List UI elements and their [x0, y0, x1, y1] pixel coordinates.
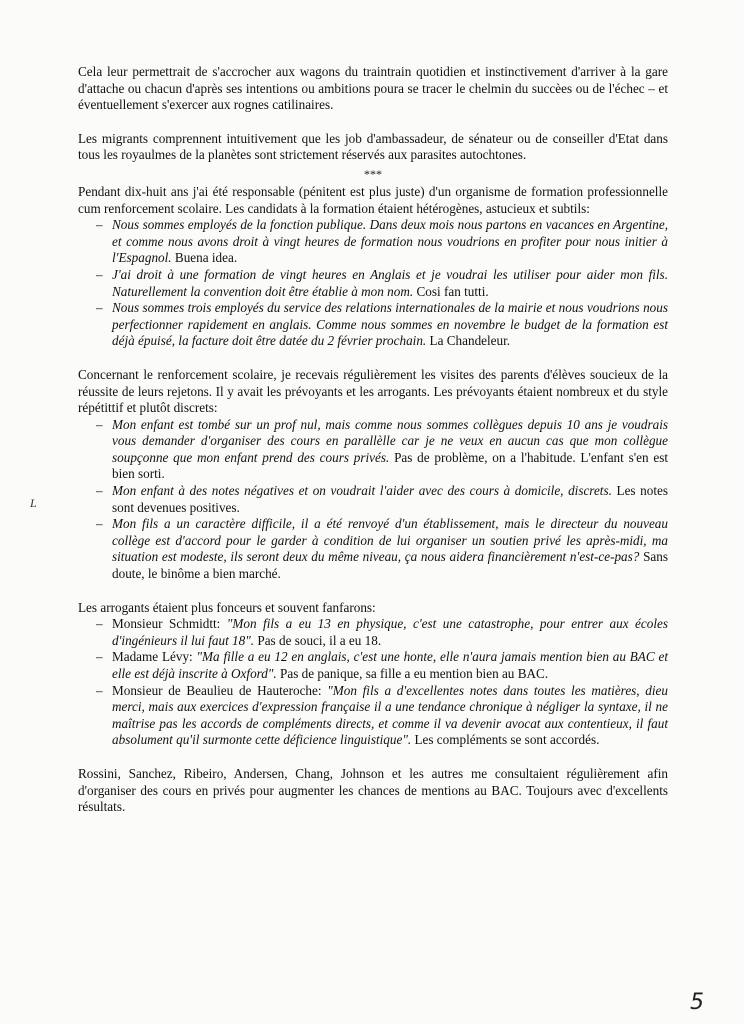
speaker-name: Madame Lévy:	[112, 649, 197, 665]
bullet-dash: –	[96, 649, 103, 665]
bullet-dash: –	[96, 483, 103, 499]
remark-text: Buena idea.	[171, 250, 238, 266]
bullet-dash: –	[96, 217, 103, 233]
remark-text: Cosi fan tutti.	[413, 283, 489, 299]
list-item	[78, 516, 668, 582]
remark-text: Les compléments se sont accordés.	[411, 732, 600, 748]
quote-text: Mon enfant est tombé sur un prof nul, mais comme nous sommes collègues depuis 10 ans je voudrais vous demander d'organiser des cours en parallèlle car je ne veux en aucun cas que mon collègue soupçonne que mon enfant prend des cours privés.	[112, 416, 668, 465]
quote-text: "Ma fille a eu 12 en anglais, c'est une honte, elle n'aura jamais mention bien au BAC et elle est déjà inscrite à Oxford".	[112, 649, 668, 681]
bullet-dash: –	[96, 616, 103, 632]
remark-text: Les notes sont devenues positives.	[112, 483, 668, 515]
list-item	[78, 267, 668, 300]
list-item	[78, 683, 668, 749]
paragraph-1: Cela leur permettrait de s'accrocher aux wagons du traintrain quotidien et instinctivement d'arriver à la gare d'attache ou chacun d'après ses intentions ou ambitions poura se tracer le chelmin du succèes ou de l'échec – et éventuellement s'exercer aux rognes catilinaires.	[78, 64, 668, 113]
margin-annotation: L	[30, 496, 37, 510]
arrogants-list	[78, 616, 668, 749]
quote-text: J'ai droit à une formation de vingt heures en Anglais et je voudrai les utiliser pour aider mon fils. Naturellement la convention doit être établie à mon nom.	[112, 266, 668, 299]
candidates-list	[78, 217, 668, 350]
document-body	[78, 64, 668, 816]
speaker-name: Monsieur Schmidtt:	[112, 616, 227, 632]
section-separator: ***	[364, 166, 382, 181]
quote-text: "Mon fils a d'excellentes notes dans toutes les matières, dieu merci, mais aux exercices d'expression française il a une tendance chronique à négliger la syntaxe, il ne maîtrise pas les accords de compléments directs, et comme il va devenir avocat aux contentieux, il faut absolument qu'il surmonte cette déficience linguistique".	[112, 682, 668, 748]
remark-text: La Chandeleur.	[426, 333, 511, 349]
paragraph-6: Rossini, Sanchez, Ribeiro, Andersen, Chang, Johnson et les autres me consultaient régulièrement afin d'organiser des cours en privés pour augmenter les chances de mentions au BAC. Toujours avec d'excellents résultats.	[78, 765, 668, 815]
bullet-dash: –	[96, 266, 103, 282]
paragraph-5: Les arrogants étaient plus fonceurs et souvent fanfarons:	[78, 599, 376, 615]
paragraph-3: Pendant dix-huit ans j'ai été responsable (pénitent est plus juste) d'un organisme de formation professionnelle cum renforcement scolaire. Les candidats à la formation étaient hétérogènes, astucieux et subtils:	[78, 183, 668, 216]
bullet-dash: –	[96, 516, 103, 532]
list-item	[78, 217, 668, 267]
paragraph-4: Concernant le renforcement scolaire, je recevais régulièrement les visites des parents d'élèves soucieux de la réussite de leurs rejetons. Il y avait les prévoyants et les arrogants. Les prévoyants étaient nombreux et du style répétittif et plutôt discrets:	[78, 366, 668, 416]
speaker-name: Monsieur de Beaulieu de Hauteroche:	[112, 682, 328, 698]
bullet-dash: –	[96, 300, 103, 316]
list-item	[78, 616, 668, 649]
quote-text: Nous sommes trois employés du service des relations internationales de la mairie et nous voudrions nous perfectionner rapidement en anglais. Comme nous sommes en novembre le budget de la formation est déjà épuisé, la facture doit être datée du 2 février prochain.	[112, 300, 668, 349]
paragraph-2: Les migrants comprennent intuitivement que les job d'ambassadeur, de sénateur ou de conseiller d'Etat dans tous les royaulmes de la planètes sont strictement réservés aux parasites autochtones.	[78, 130, 668, 163]
remark-text: Pas de souci, il a eu 18.	[254, 632, 382, 648]
list-item	[78, 649, 668, 682]
list-item	[78, 300, 668, 350]
page-number: 5	[690, 990, 704, 1015]
remark-text: Pas de problème, on a l'habitude. L'enfant s'en est bien sorti.	[112, 449, 668, 482]
list-item	[78, 483, 668, 516]
list-item	[78, 417, 668, 483]
quote-text: "Mon fils a eu 13 en physique, c'est une catastrophe, pour entrer aux écoles d'ingénieurs il lui faut 18".	[112, 616, 668, 648]
remark-text: Pas de panique, sa fille a eu mention bien au BAC.	[276, 666, 549, 681]
bullet-dash: –	[96, 682, 103, 698]
prevoyants-list	[78, 417, 668, 583]
quote-text: Mon enfant à des notes négatives et on voudrait l'aider avec des cours à domicile, discrets.	[112, 483, 612, 499]
quote-text: Nous sommes employés de la fonction publique. Dans deux mois nous partons en vacances en Argentine, et comme nous avons droit à vingt heures de formation nous voudrions en profiter pour nous initier à l'Espagnol.	[112, 217, 668, 266]
remark-text: Sans doute, le binôme a bien marché.	[112, 549, 668, 582]
bullet-dash: –	[96, 416, 103, 432]
quote-text: Mon fils a un caractère difficile, il a été renvoyé d'un établissement, mais le directeur du nouveau collège est d'accord pour le garder à condition de lui organiser un soutien privé les après-midi, ma situation est modeste, ils seront deux du même niveau, ça nous aidera financièrement n'est-ce-pas?	[112, 516, 668, 565]
